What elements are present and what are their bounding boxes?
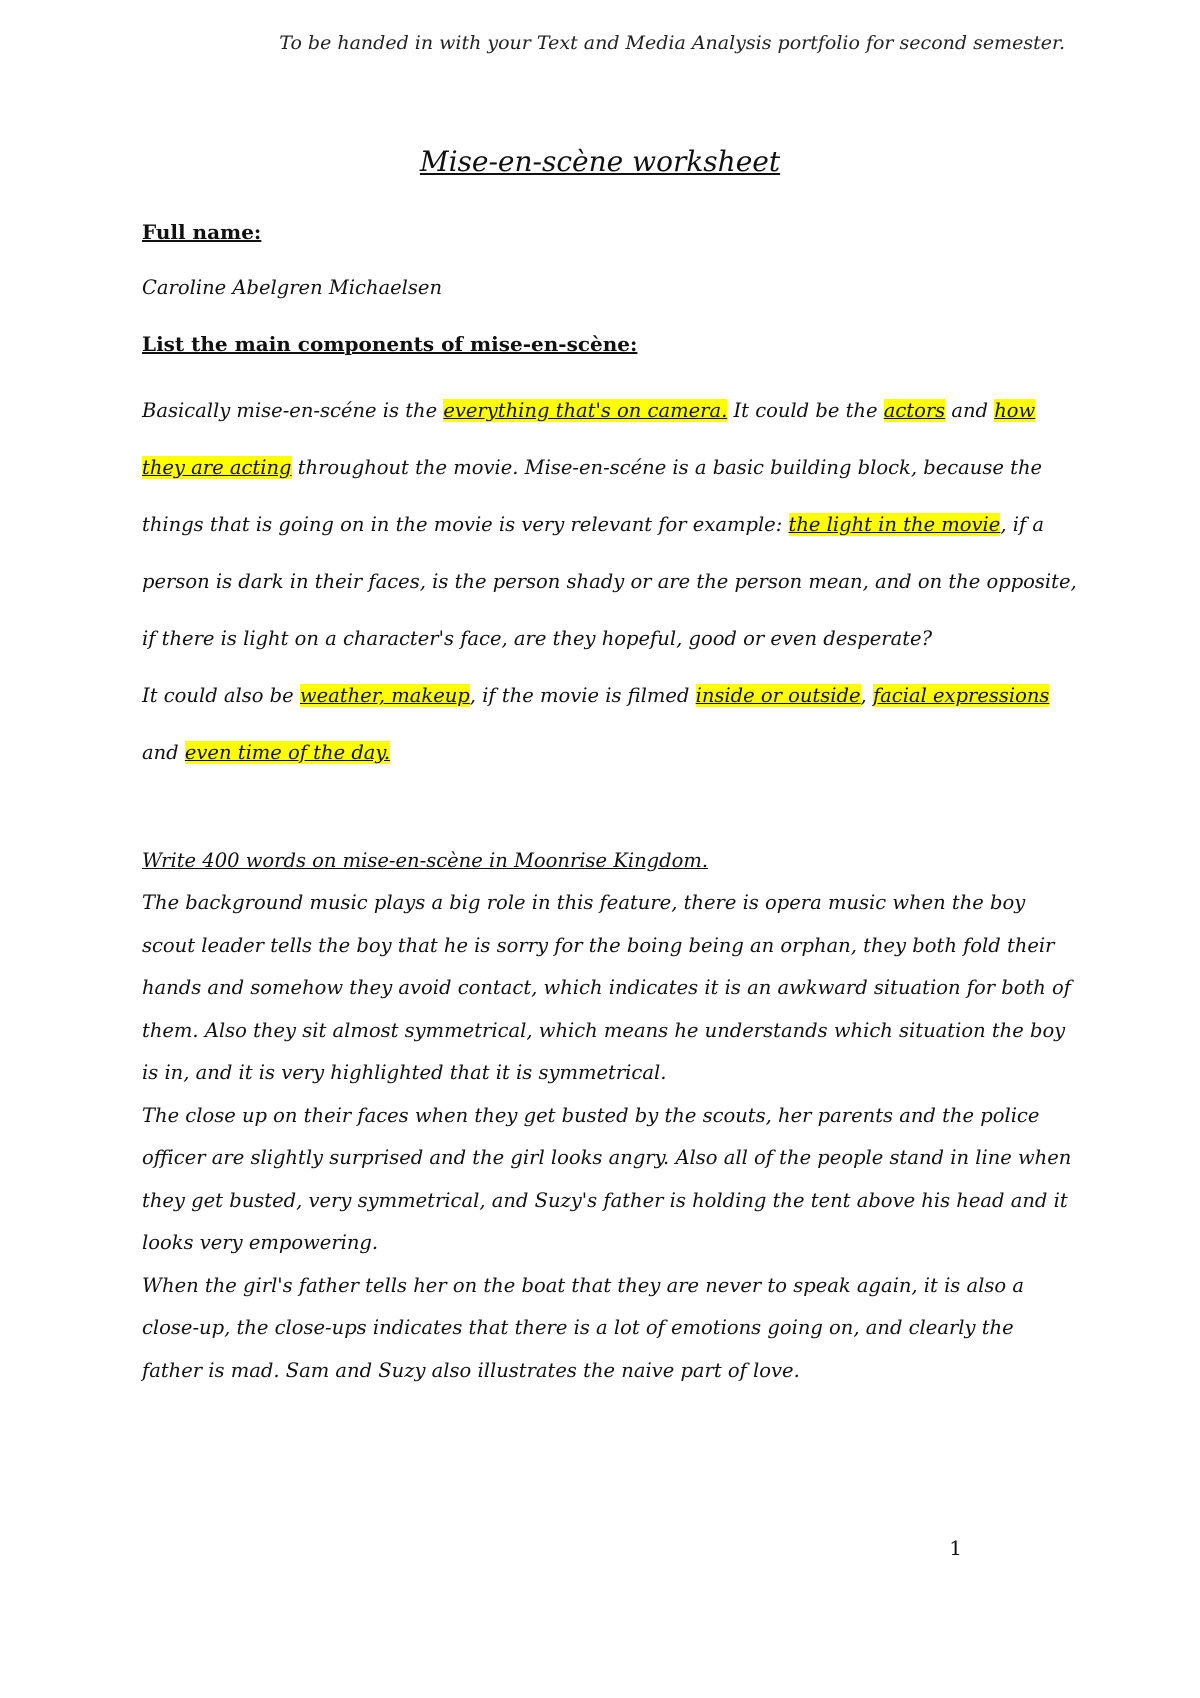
document-title: Mise-en-scène worksheet [419,145,781,178]
full-name-label-text: Full name: [142,220,262,244]
components-text: throughout the movie. Mise-en-scéne is a basic building block, because the things that is going on in the movie is very relevant for example: [142,456,1043,536]
full-name-value: Caroline Abelgren Michaelsen [142,276,443,299]
essay-paragraph: The background music plays a big role in this feature, there is opera music when the boy scout leader tells the boy that he is sorry for the boing being an orphan, they both fold their hands and somehow they avoid contact, which indicates it is an awkward situation for both of them. Also they sit almost symmetrical, which means he understands which situation the boy is in, and it is very highlighted that it is symmetrical. [142,891,1071,1084]
full-name-label [142,218,1077,246]
essay-paragraph: The close up on their faces when they get busted by the scouts, her parents and the police officer are slightly surprised and the girl looks angry. Also all of the people stand in line when they get busted, very symmetrical, and Suzy's father is holding the tent above his head and it looks very empowering. [142,1103,1072,1254]
highlight-light-in-movie: the light in the movie [788,513,1001,536]
components-label [142,330,1077,358]
components-text: , if the movie is filmed [469,684,696,707]
highlight-inside-outside: inside or outside [695,684,861,707]
components-label-text: List the main components of mise-en-scène: [142,332,638,356]
components-text: Basically mise-en-scéne is the [142,399,444,422]
essay-heading: Write 400 words on mise-en-scène in Moonrise Kingdom. [142,849,709,872]
highlight-everything-on-camera: everything that's on camera. [443,399,728,422]
components-text: , [860,684,873,707]
header-note: To be handed in with your Text and Media Analysis portfolio for second semester. [279,32,1065,54]
components-text: and [142,741,185,764]
highlight-how-they-are-acting: how they are acting [142,399,1036,479]
essay-body [142,882,1077,1392]
essay-paragraph: When the girl's father tells her on the boat that they are never to speak again, it is also a close-up, the close-ups indicates that there is a lot of emotions going on, and clearly the father is mad. Sam and Suzy also illustrates the naive part of love. [142,1273,1024,1382]
page-number: 1 [949,1536,962,1560]
highlight-facial-expressions: facial expressions [872,684,1050,707]
highlight-weather-makeup: weather, makeup [299,684,470,707]
components-paragraph [142,382,1077,781]
highlight-actors: actors [883,399,946,422]
components-text: It could be the [727,399,884,422]
components-text: , if a person is dark in their faces, is the person shady or are the person mean, and on the opposite, if there is light on a character's face, are they hopeful, good or even desperate? [142,513,1077,650]
highlight-time-of-day: even time of the day. [184,741,391,764]
components-text: and [945,399,995,422]
components-text: It could also be [142,684,300,707]
